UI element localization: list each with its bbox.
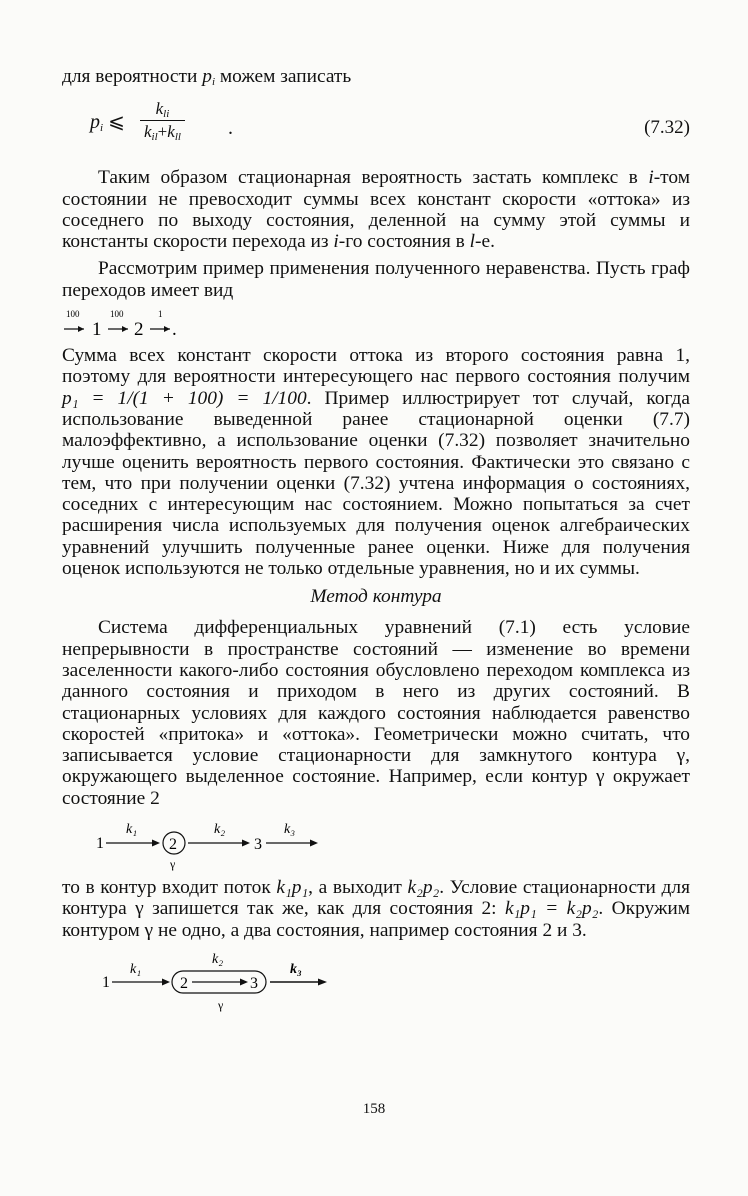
diagram1-node-1: 1 bbox=[96, 835, 104, 853]
formula-dot: . bbox=[228, 117, 233, 140]
formula-relation: ⩽ bbox=[108, 111, 125, 134]
diagram1-gamma: γ bbox=[170, 857, 176, 872]
diagram2-arrowhead-2 bbox=[240, 978, 248, 985]
graph1-node-2: 2 bbox=[134, 319, 144, 341]
graph1-k2: 100 bbox=[110, 309, 124, 320]
graph1-k1: 100 bbox=[66, 309, 80, 320]
graph1-svg bbox=[62, 309, 262, 341]
diagram2-node-3: 3 bbox=[250, 974, 258, 992]
graph1-arrowhead-1 bbox=[78, 326, 84, 332]
diagram2-k1: k₁ bbox=[130, 961, 142, 977]
diagram2-node-2: 2 bbox=[180, 974, 188, 992]
formula-numerator: $k_{li}$ bbox=[155, 99, 170, 121]
graph1-end: . bbox=[172, 319, 177, 341]
diagram1-node-2: 2 bbox=[169, 836, 177, 854]
paragraph-5: то в контур входит поток k₁p₁, а выходит k₂p₂. Условие стационарности для контура γ запишется так же, как для состояния 2: k₁p₁ = k₂p₂. Окружим контуром γ не одно, а два состояния, например состояния 2 и 3. bbox=[62, 877, 690, 941]
formula-denominator: $k_{il}+k_{ll}$ bbox=[140, 120, 185, 143]
diagram1-arrowhead-1 bbox=[152, 840, 160, 847]
diagram1-node-3: 3 bbox=[254, 836, 262, 854]
diagram2-k2: k₂ bbox=[212, 951, 224, 967]
paragraph-4: Система дифференциальных уравнений (7.1) есть условие непрерывности в пространстве состояний — изменение во времени заселенности какого-либо состояния обусловлено переходом комплекса из данного состояния и приходом в него из других состояний. В стационарных условиях для каждого состояния наблюдается равенство скоростей «притока» и «оттока». Геометрически можно считать, что записывается условие стационарности для замкнутого контура γ, окружающего выделенное состояние. Например, если контур γ окружает состояние 2 bbox=[62, 617, 690, 809]
equation-number: (7.32) bbox=[644, 117, 690, 139]
contour-diagram-1 bbox=[62, 819, 690, 871]
paragraph-3: Сумма всех констант скорости оттока из второго состояния равна 1, поэтому для вероятности интересующего нас первого состояния получим p₁ = 1/(1 + 100) = 1/100. Пример иллюстрирует тот случай, когда использование выведенной ранее стационарной оценки (7.7) малоэффективно, а использование оценки (7.32) позволяет значительно лучше оценить вероятность первого состояния. Фактически это связано с тем, что при получении оценки (7.32) учтена информация о состояниях, соседних с интересующим нас состоянием. Можно попытаться за счет расширения числа используемых для получения оценок алгебраических уравнений улучшить полученные ранее оценки. Ниже для получения оценок используются не только отдельные уравнения, но и их суммы. bbox=[62, 345, 690, 580]
diagram2-node-1: 1 bbox=[102, 973, 110, 991]
contour-diagram-2 bbox=[62, 949, 690, 1013]
formula-fraction bbox=[140, 99, 185, 143]
diagram2-svg bbox=[62, 949, 382, 1013]
paragraph-2: Рассмотрим пример применения полученного неравенства. Пусть граф переходов имеет вид bbox=[62, 258, 690, 301]
formula-lhs: $p_i$ ⩽ bbox=[90, 111, 125, 135]
graph1-arrowhead-2 bbox=[122, 326, 128, 332]
diagram1-arrowhead-3 bbox=[310, 840, 318, 847]
page-body bbox=[62, 66, 690, 1013]
p1-formula: p₁ = 1/(1 + 100) = 1/100 bbox=[62, 387, 307, 409]
intro-line bbox=[62, 66, 690, 93]
diagram1-arrowhead-2 bbox=[242, 840, 250, 847]
intro-var: p bbox=[202, 66, 212, 87]
intro-text: для вероятности bbox=[62, 66, 198, 87]
graph1-k3: 1 bbox=[158, 309, 163, 320]
page-number: 158 bbox=[362, 1101, 386, 1117]
diagram1-k3: k₃ bbox=[284, 822, 296, 838]
section-heading: Метод контура bbox=[310, 586, 442, 608]
diagram2-k3: k₃ bbox=[290, 961, 302, 977]
graph1-arrowhead-3 bbox=[164, 326, 170, 332]
paragraph-1: Таким образом стационарная вероятность застать комплекс в i-том состоянии не превосходит суммы всех констант скорости «оттока» из соседнего по выходу состояния, деленной на сумму этой суммы и константы скорости перехода из i-го состояния в l-е. bbox=[62, 167, 690, 253]
diagram2-arrowhead-1 bbox=[162, 978, 170, 985]
diagram1-k2: k₂ bbox=[214, 822, 226, 838]
diagram1-svg bbox=[62, 819, 362, 871]
intro-sub: i bbox=[211, 76, 216, 88]
diagram2-arrowhead-3 bbox=[318, 978, 327, 985]
formula-7-32 bbox=[62, 99, 690, 163]
diagram1-k1: k₁ bbox=[126, 822, 138, 838]
intro-end: можем записать bbox=[219, 66, 352, 87]
transition-graph-1 bbox=[62, 309, 690, 339]
diagram2-gamma: γ bbox=[218, 997, 224, 1012]
graph1-node-1: 1 bbox=[92, 319, 102, 341]
